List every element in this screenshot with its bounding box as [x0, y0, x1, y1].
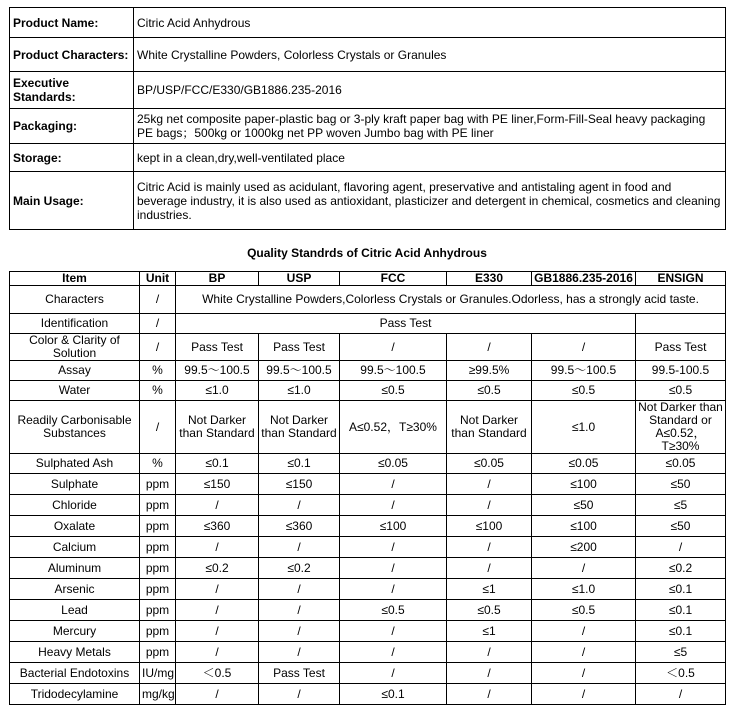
info-row [10, 8, 726, 38]
cell-fcc: ≤0.5 [340, 381, 447, 401]
quality-row [10, 495, 726, 516]
cell-identification-value: Pass Test [176, 314, 636, 334]
cell-item: Water [10, 381, 140, 401]
cell-item: Lead [10, 600, 140, 621]
cell-characters-value: White Crystalline Powders,Colorless Crystals or Granules.Odorless, has a strongly acid taste. [176, 286, 726, 314]
cell-unit: / [140, 334, 176, 361]
cell-gb: / [532, 621, 636, 642]
cell-item: Assay [10, 361, 140, 381]
cell-gb: ≤0.5 [532, 600, 636, 621]
cell-item: Calcium [10, 537, 140, 558]
info-label: Executive Standards: [10, 72, 134, 109]
cell-usp: ≤0.1 [259, 454, 340, 474]
cell-e330: ≤1 [447, 621, 532, 642]
cell-fcc: / [340, 642, 447, 663]
info-value: Citric Acid Anhydrous [134, 8, 726, 38]
cell-fcc: / [340, 495, 447, 516]
cell-e330: ≤0.5 [447, 600, 532, 621]
cell-gb: 99.5～100.5 [532, 361, 636, 381]
cell-unit: / [140, 401, 176, 454]
cell-unit: ppm [140, 579, 176, 600]
cell-gb: ≤100 [532, 516, 636, 537]
cell-bp: ≤0.1 [176, 454, 259, 474]
info-label: Packaging: [10, 109, 134, 144]
cell-unit: / [140, 314, 176, 334]
cell-usp: / [259, 642, 340, 663]
cell-bp: / [176, 621, 259, 642]
cell-bp: ≤150 [176, 474, 259, 495]
quality-row [10, 600, 726, 621]
quality-row [10, 621, 726, 642]
cell-unit: ppm [140, 621, 176, 642]
cell-fcc: / [340, 474, 447, 495]
info-value: White Crystalline Powders, Colorless Crystals or Granules [134, 38, 726, 72]
cell-unit: ppm [140, 537, 176, 558]
cell-unit: ppm [140, 642, 176, 663]
cell-usp: / [259, 495, 340, 516]
cell-item: Readily Carbonisable Substances [10, 401, 140, 454]
cell-item: Oxalate [10, 516, 140, 537]
cell-fcc: A≤0.52，T≥30% [340, 401, 447, 454]
info-row [10, 144, 726, 172]
header-gb: GB1886.235-2016 [532, 272, 636, 286]
quality-row [10, 516, 726, 537]
cell-bp: / [176, 684, 259, 705]
quality-row [10, 454, 726, 474]
cell-e330: ≤0.5 [447, 381, 532, 401]
cell-fcc: 99.5～100.5 [340, 361, 447, 381]
cell-e330: ≥99.5% [447, 361, 532, 381]
cell-fcc: / [340, 558, 447, 579]
cell-item: Tridodecylamine [10, 684, 140, 705]
cell-unit: / [140, 286, 176, 314]
quality-row-identification [10, 314, 726, 334]
cell-e330: / [447, 537, 532, 558]
header-item: Item [10, 272, 140, 286]
cell-unit: % [140, 361, 176, 381]
quality-row [10, 381, 726, 401]
info-row [10, 109, 726, 144]
cell-ensign: ≤50 [636, 474, 726, 495]
header-e330: E330 [447, 272, 532, 286]
quality-row [10, 558, 726, 579]
cell-ensign: ≤50 [636, 516, 726, 537]
cell-usp: / [259, 684, 340, 705]
quality-row [10, 401, 726, 454]
cell-item: Identification [10, 314, 140, 334]
header-ensign: ENSIGN [636, 272, 726, 286]
cell-ensign: ＜0.5 [636, 663, 726, 684]
cell-e330: / [447, 663, 532, 684]
cell-ensign [636, 314, 726, 334]
cell-ensign: 99.5-100.5 [636, 361, 726, 381]
cell-usp: ≤0.2 [259, 558, 340, 579]
cell-item: Bacterial Endotoxins [10, 663, 140, 684]
cell-usp: / [259, 537, 340, 558]
quality-row [10, 579, 726, 600]
cell-fcc: / [340, 537, 447, 558]
cell-ensign: Not Darker than Standard or A≤0.52，T≥30% [636, 401, 726, 454]
cell-gb: ≤200 [532, 537, 636, 558]
cell-unit: ppm [140, 516, 176, 537]
cell-ensign: ≤0.2 [636, 558, 726, 579]
cell-ensign: ≤0.05 [636, 454, 726, 474]
cell-e330: / [447, 474, 532, 495]
cell-item: Sulphated Ash [10, 454, 140, 474]
cell-fcc: ≤0.1 [340, 684, 447, 705]
cell-item: Aluminum [10, 558, 140, 579]
cell-usp: ≤1.0 [259, 381, 340, 401]
cell-fcc: ≤100 [340, 516, 447, 537]
cell-ensign: ≤5 [636, 642, 726, 663]
cell-ensign: ≤0.1 [636, 600, 726, 621]
cell-gb: ≤1.0 [532, 579, 636, 600]
header-fcc: FCC [340, 272, 447, 286]
quality-row [10, 684, 726, 705]
cell-item: Sulphate [10, 474, 140, 495]
cell-gb: ≤1.0 [532, 401, 636, 454]
cell-gb: / [532, 558, 636, 579]
cell-bp: / [176, 495, 259, 516]
cell-gb: ≤50 [532, 495, 636, 516]
cell-unit: ppm [140, 558, 176, 579]
info-value: Citric Acid is mainly used as acidulant, flavoring agent, preservative and antistaling agent in food and beverage industry, it is also used as antioxidant, plasticizer and detergent in chemical, cosmetics and cleaning industries. [134, 172, 726, 230]
cell-unit: ppm [140, 495, 176, 516]
cell-e330: / [447, 558, 532, 579]
cell-fcc: ≤0.05 [340, 454, 447, 474]
product-info-table [9, 7, 726, 230]
info-row [10, 38, 726, 72]
cell-fcc: / [340, 663, 447, 684]
cell-item: Mercury [10, 621, 140, 642]
cell-e330: ≤0.05 [447, 454, 532, 474]
quality-table-title: Quality Standrds of Citric Acid Anhydrous [247, 246, 487, 260]
cell-ensign: / [636, 684, 726, 705]
cell-bp: ≤1.0 [176, 381, 259, 401]
cell-fcc: / [340, 579, 447, 600]
cell-unit: ppm [140, 474, 176, 495]
cell-usp: ≤150 [259, 474, 340, 495]
cell-bp: 99.5～100.5 [176, 361, 259, 381]
cell-e330: / [447, 495, 532, 516]
quality-row [10, 474, 726, 495]
cell-usp: / [259, 579, 340, 600]
cell-item: Heavy Metals [10, 642, 140, 663]
cell-bp: / [176, 579, 259, 600]
info-label: Main Usage: [10, 172, 134, 230]
quality-row [10, 663, 726, 684]
cell-fcc: / [340, 621, 447, 642]
header-bp: BP [176, 272, 259, 286]
header-usp: USP [259, 272, 340, 286]
cell-bp: ＜0.5 [176, 663, 259, 684]
cell-bp: ≤360 [176, 516, 259, 537]
cell-usp: Pass Test [259, 663, 340, 684]
cell-usp: Pass Test [259, 334, 340, 361]
cell-usp: 99.5～100.5 [259, 361, 340, 381]
cell-gb: / [532, 642, 636, 663]
cell-gb: / [532, 684, 636, 705]
cell-e330: / [447, 684, 532, 705]
cell-gb: ≤0.05 [532, 454, 636, 474]
cell-gb: / [532, 334, 636, 361]
info-label: Product Characters: [10, 38, 134, 72]
cell-ensign: ≤0.1 [636, 621, 726, 642]
cell-fcc: / [340, 334, 447, 361]
quality-header-row [10, 272, 726, 286]
info-label: Product Name: [10, 8, 134, 38]
cell-ensign: Pass Test [636, 334, 726, 361]
cell-ensign: / [636, 537, 726, 558]
cell-bp: / [176, 642, 259, 663]
cell-unit: mg/kg [140, 684, 176, 705]
cell-bp: Not Darker than Standard [176, 401, 259, 454]
cell-unit: % [140, 381, 176, 401]
cell-item: Chloride [10, 495, 140, 516]
cell-ensign: ≤0.1 [636, 579, 726, 600]
cell-usp: / [259, 600, 340, 621]
cell-gb: ≤0.5 [532, 381, 636, 401]
quality-row [10, 361, 726, 381]
cell-gb: ≤100 [532, 474, 636, 495]
cell-e330: ≤1 [447, 579, 532, 600]
cell-unit: % [140, 454, 176, 474]
info-value: BP/USP/FCC/E330/GB1886.235-2016 [134, 72, 726, 109]
cell-e330: / [447, 642, 532, 663]
quality-row-characters [10, 286, 726, 314]
cell-usp: Not Darker than Standard [259, 401, 340, 454]
info-row [10, 72, 726, 109]
cell-fcc: ≤0.5 [340, 600, 447, 621]
cell-e330: / [447, 334, 532, 361]
info-row [10, 172, 726, 230]
quality-row [10, 334, 726, 361]
header-unit: Unit [140, 272, 176, 286]
cell-unit: ppm [140, 600, 176, 621]
cell-unit: IU/mg [140, 663, 176, 684]
cell-ensign: ≤0.5 [636, 381, 726, 401]
cell-gb: / [532, 663, 636, 684]
cell-item: Characters [10, 286, 140, 314]
cell-bp: ≤0.2 [176, 558, 259, 579]
cell-usp: ≤360 [259, 516, 340, 537]
cell-bp: / [176, 600, 259, 621]
quality-standards-table [9, 271, 726, 705]
quality-row [10, 642, 726, 663]
info-label: Storage: [10, 144, 134, 172]
cell-item: Arsenic [10, 579, 140, 600]
cell-ensign: ≤5 [636, 495, 726, 516]
info-value: kept in a clean,dry,well-ventilated place [134, 144, 726, 172]
cell-e330: ≤100 [447, 516, 532, 537]
cell-bp: / [176, 537, 259, 558]
cell-usp: / [259, 621, 340, 642]
cell-e330: Not Darker than Standard [447, 401, 532, 454]
cell-bp: Pass Test [176, 334, 259, 361]
cell-item: Color & Clarity of Solution [10, 334, 140, 361]
info-value: 25kg net composite paper-plastic bag or 3-ply kraft paper bag with PE liner,Form-Fill-Seal heavy packaging PE bags；500kg or 1000kg net PP woven Jumbo bag with PE liner [134, 109, 726, 144]
quality-row [10, 537, 726, 558]
